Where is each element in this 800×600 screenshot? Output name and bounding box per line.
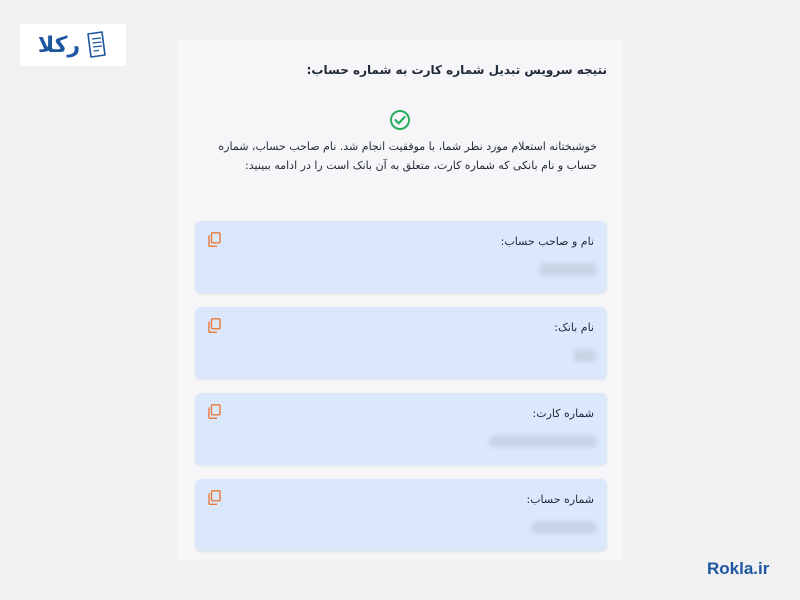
footer-brand[interactable]: Rokla.ir xyxy=(707,559,770,578)
account-holder-value xyxy=(539,263,597,276)
copy-icon[interactable] xyxy=(208,318,221,333)
bank-name-label: نام بانک: xyxy=(554,321,594,334)
account-holder-card xyxy=(195,221,607,293)
success-message: خوشبختانه استعلام مورد نظر شما، با موفقیت انجام شد. نام صاحب حساب، شماره حساب و نام بانکی که شماره کارت، متعلق به آن بانک است را در ادامه ببینید: xyxy=(218,140,597,172)
copy-icon[interactable] xyxy=(208,232,221,247)
account-number-card xyxy=(195,479,607,551)
document-icon xyxy=(86,31,108,59)
copy-icon[interactable] xyxy=(208,490,221,505)
account-holder-label: نام و صاحب حساب: xyxy=(500,235,594,248)
logo-text: رکلا xyxy=(37,32,81,58)
card-number-card xyxy=(195,393,607,465)
check-circle-icon xyxy=(389,109,411,131)
bank-name-value xyxy=(573,349,597,362)
bank-name-card xyxy=(195,307,607,379)
result-title: نتیجه سرویس تبدیل شماره کارت به شماره حساب: xyxy=(306,63,607,77)
account-number-value xyxy=(531,521,597,534)
card-number-value xyxy=(489,435,597,448)
account-number-label: شماره حساب: xyxy=(526,493,594,506)
card-number-label: شماره کارت: xyxy=(532,407,594,420)
result-panel xyxy=(177,40,623,560)
copy-icon[interactable] xyxy=(208,404,221,419)
brand-logo[interactable] xyxy=(20,24,126,66)
